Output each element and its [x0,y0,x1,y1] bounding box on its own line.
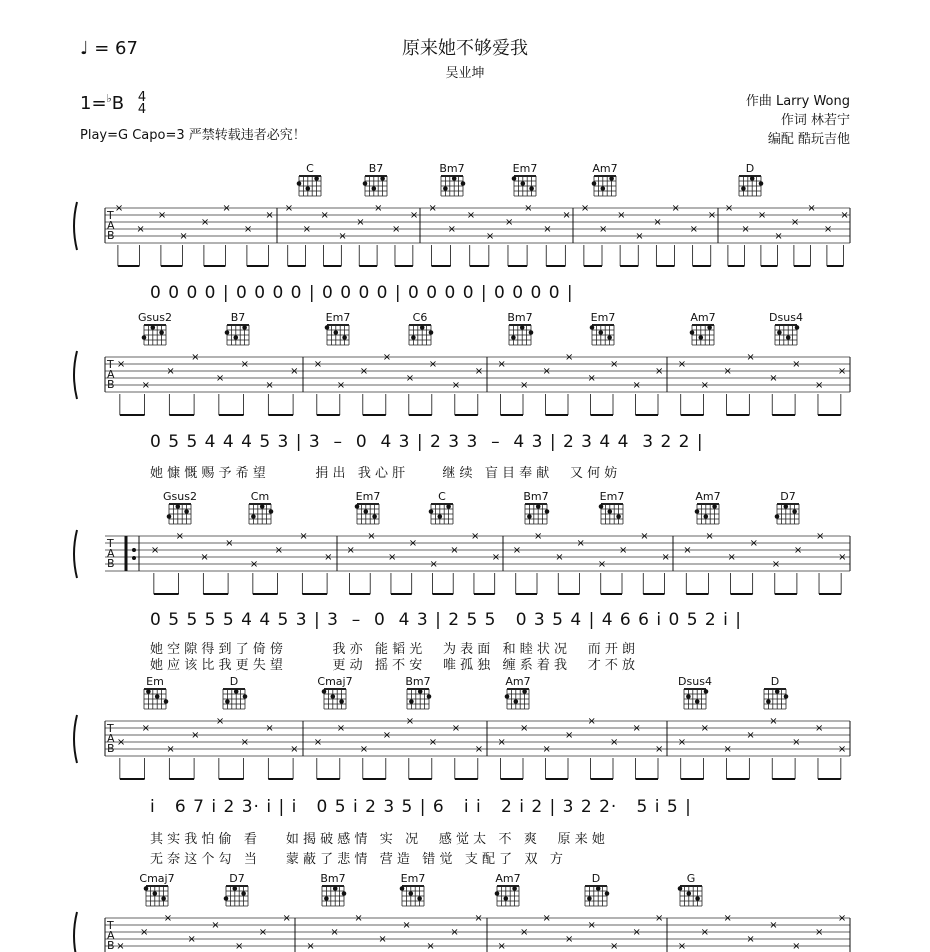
note-x-head: × [451,723,461,734]
note-x-head: × [749,538,759,549]
chord-diagram [764,689,788,709]
note-x-head: × [816,531,825,542]
note-x-head: × [640,531,649,542]
chord-name: Bm7 [439,162,465,175]
chord-diagram [505,689,529,709]
chord-diagram [592,176,616,196]
chord-diagram [224,886,248,906]
note-x-head: × [179,231,188,242]
note-x-head: × [700,380,709,391]
chord-name: Am7 [592,162,618,175]
note-x-head: × [136,224,145,235]
chord-diagram [225,325,249,345]
chord-diagram [167,504,191,524]
chord-diagram [509,325,533,345]
tab-clef-letter: B [107,378,115,391]
note-x-head: × [157,210,167,221]
note-x-head: × [790,217,800,228]
note-x-head: × [619,545,628,556]
chord-diagram [142,325,166,345]
note-x-head: × [542,366,551,377]
chord-diagram [512,176,536,196]
note-x-head: × [378,934,387,945]
note-x-head: × [166,744,175,755]
chord-diagram [400,886,424,906]
chord-name: C [306,162,314,175]
note-x-head: × [222,203,231,214]
note-x-head: × [565,352,574,363]
jianpu-line: 0 5 5 4 4 4 5 3 | 3 – 0 4 3 | 2 3 3 – 4 3 | 2 3 4 4 3 2 2 | [150,432,704,452]
note-x-head: × [474,744,484,755]
note-x-head: × [402,920,411,931]
chord-diagram [441,176,465,196]
note-x-head: × [116,737,126,748]
note-x-head: × [470,531,480,542]
note-x-head: × [727,552,736,563]
chord-name: C6 [412,311,428,324]
note-x-head: × [249,559,259,570]
system-brace [74,530,77,578]
tab-clef-letter: B [107,742,115,755]
note-x-head: × [520,380,529,391]
note-x-head: × [187,934,196,945]
note-x-head: × [466,210,476,221]
note-x-head: × [240,737,249,748]
note-x-head: × [387,552,397,563]
chord-diagram [409,325,433,345]
tab-clef-letter: T [107,919,114,932]
note-x-head: × [485,231,495,242]
note-x-head: × [792,359,801,370]
chord-name: G [686,872,696,885]
chord-name: Em7 [599,490,625,503]
note-x-head: × [632,723,641,734]
chord-name: Em7 [400,872,426,885]
note-x-head: × [474,366,484,377]
chord-name: D [229,675,239,688]
repeat-dot [132,556,136,560]
jianpu-line: i 6 7 i 2 3· i | i 0 5 i 2 3 5 | 6 i i 2 i 2 | 3 2 2· 5 i 5 | [150,797,692,817]
note-x-head: × [290,366,299,377]
tab-clef-letter: B [107,557,115,570]
note-x-head: × [807,203,816,214]
chord-diagram [775,504,799,524]
note-x-head: × [792,737,801,748]
note-x-head: × [512,545,522,556]
chord-name: Dsus4 [678,675,712,688]
chord-name: Bm7 [507,311,533,324]
chord-name: D [745,162,755,175]
note-x-head: × [757,210,767,221]
chord-name: Am7 [495,872,521,885]
note-x-head: × [175,531,184,542]
jianpu-line: 0 5 5 5 5 4 4 5 3 | 3 – 0 4 3 | 2 5 5 0 3 5 4 | 4 6 6 i 0 5 2 i | [150,610,743,630]
system-brace [74,351,77,399]
note-x-head: × [409,210,419,221]
note-x-head: × [282,913,291,924]
note-x-head: × [405,373,415,384]
chord-diagram [249,504,273,524]
note-x-head: × [428,203,437,214]
chord-diagram [363,176,387,196]
chord-diagram [495,886,519,906]
tab-clef-letter: T [107,358,114,371]
note-x-head: × [576,538,585,549]
lyrics-line-1: 其 实 我 怕 偷 看 如 揭 破 感 情 实 况 感 觉 太 不 爽 原 来 她 [150,832,605,847]
note-x-head: × [635,231,644,242]
chord-diagram [599,504,623,524]
chord-diagram [144,689,168,709]
system-brace [74,715,77,763]
note-x-head: × [723,913,732,924]
chord-name: Bm7 [405,675,431,688]
note-x-head: × [683,545,692,556]
note-x-head: × [450,545,459,556]
chord-name: Em7 [355,490,381,503]
tempo-marking: ♩ = 67 [80,38,138,59]
chord-name: Gsus2 [163,490,197,503]
note-x-head: × [215,716,225,727]
note-x-head: × [447,224,456,235]
chord-name: D7 [229,872,245,885]
system-brace [74,202,77,250]
note-x-head: × [562,210,571,221]
note-x-head: × [497,941,506,952]
chord-diagram [678,886,702,906]
tab-clef-letter: A [107,929,115,942]
chord-diagram [322,689,346,709]
tab-clef-letter: T [107,722,114,735]
note-x-head: × [769,373,778,384]
note-x-head: × [163,913,173,924]
tab-clef-letter: T [107,209,114,222]
note-x-head: × [141,723,150,734]
note-x-head: × [632,927,641,938]
note-x-head: × [542,744,551,755]
chord-diagram [407,689,431,709]
note-x-head: × [504,217,514,228]
note-x-head: × [597,559,607,570]
note-x-head: × [391,224,401,235]
note-x-head: × [235,941,244,952]
note-x-head: × [837,366,847,377]
chord-name: Cmaj7 [139,872,175,885]
note-x-head: × [299,531,308,542]
tab-clef-letter: A [107,219,115,232]
repeat-dot [132,548,136,552]
note-x-head: × [724,203,734,214]
chord-diagram [297,176,321,196]
note-x-head: × [225,538,234,549]
note-x-head: × [382,352,392,363]
note-x-head: × [741,224,750,235]
lyrics-line-2: 她 应 该 比 我 更 失 望 更 动 摇 不 安 唯 孤 独 缠 系 着 我 才 不 放 [150,658,635,673]
artist-name: 吴业坤 [445,66,485,81]
note-x-head: × [116,941,125,952]
note-x-head: × [191,352,200,363]
chord-name: D7 [780,490,796,503]
note-x-head: × [320,210,329,221]
note-x-head: × [313,359,323,370]
jianpu-line: 0 0 0 0 | 0 0 0 0 | 0 0 0 0 | 0 0 0 0 | 0 0 0 0 | [150,283,574,303]
note-x-head: × [405,716,415,727]
note-x-head: × [632,380,641,391]
note-x-head: × [356,217,365,228]
note-x-head: × [565,730,574,741]
chord-diagram [775,325,799,345]
note-x-head: × [451,380,461,391]
note-x-head: × [774,231,783,242]
note-x-head: × [290,744,299,755]
chord-diagram [223,689,247,709]
note-x-head: × [114,203,124,214]
chord-diagram [429,504,453,524]
note-x-head: × [140,927,149,938]
note-x-head: × [284,203,294,214]
note-x-head: × [150,545,160,556]
note-x-head: × [746,730,755,741]
chord-name: B7 [230,311,246,324]
play-info: Play=G Capo=3 严禁转载违者必究！ [80,128,306,143]
note-x-head: × [771,559,781,570]
tab-clef-letter: A [107,732,115,745]
note-x-head: × [723,366,732,377]
chord-diagram [525,504,549,524]
note-x-head: × [215,373,225,384]
note-x-head: × [814,380,824,391]
note-x-head: × [610,941,619,952]
chord-name: Em7 [325,311,351,324]
lyrics-line-1: 她 慷 慨 赐 予 希 望 捐 出 我 心 肝 继 续 盲 目 奉 献 又 何 妨 [150,466,618,481]
chord-name: D [770,675,780,688]
chord-name: Gsus2 [138,311,172,324]
note-x-head: × [200,217,210,228]
note-x-head: × [746,934,755,945]
chord-name: Em7 [590,311,616,324]
note-x-head: × [838,552,847,563]
note-x-head: × [408,538,418,549]
note-x-head: × [769,920,778,931]
lyrics-line-1: 她 空 隙 得 到 了 倚 傍 我 亦 能 韬 光 为 表 面 和 睦 状 况 而 开 朗 [150,642,635,657]
chord-name: D [591,872,601,885]
note-x-head: × [274,545,283,556]
chord-name: Cm [250,490,270,503]
note-x-head: × [258,927,268,938]
chord-diagram [585,886,609,906]
tab-clef-letter: B [107,939,115,952]
note-x-head: × [524,203,533,214]
chord-diagram [590,325,614,345]
note-x-head: × [555,552,564,563]
note-x-head: × [671,203,680,214]
note-x-head: × [655,744,664,755]
note-x-head: × [814,927,824,938]
note-x-head: × [534,531,543,542]
chord-name: Am7 [690,311,716,324]
note-x-head: × [837,744,847,755]
song-title: 原来她不够爱我 [402,38,528,59]
note-x-head: × [661,552,670,563]
chord-name: Bm7 [320,872,346,885]
chord-diagram [695,504,719,524]
note-x-head: × [491,552,501,563]
note-x-head: × [565,934,574,945]
note-x-head: × [707,210,717,221]
note-x-head: × [450,927,459,938]
note-x-head: × [359,366,369,377]
chord-diagram [322,886,346,906]
note-x-head: × [677,359,687,370]
note-x-head: × [191,730,200,741]
note-x-head: × [769,716,778,727]
composer: 作曲 Larry Wong [745,94,850,109]
note-x-head: × [243,224,253,235]
note-x-head: × [497,737,506,748]
chord-diagram [144,886,168,906]
note-x-head: × [359,744,369,755]
note-x-head: × [265,380,274,391]
note-x-head: × [677,941,687,952]
note-x-head: × [587,920,596,931]
note-x-head: × [324,552,333,563]
note-x-head: × [240,359,249,370]
chord-name: Em7 [512,162,538,175]
note-x-head: × [723,744,732,755]
tab-clef-letter: A [107,368,115,381]
note-x-head: × [700,927,709,938]
note-x-head: × [814,723,824,734]
note-x-head: × [426,941,435,952]
note-x-head: × [428,359,438,370]
lyricist: 作词 林若宁 [780,113,850,128]
note-x-head: × [705,531,714,542]
quarter-note-icon: ♩ [80,38,89,59]
note-x-head: × [306,941,315,952]
note-x-head: × [587,373,596,384]
note-x-head: × [200,552,209,563]
note-x-head: × [265,723,274,734]
note-x-head: × [610,737,619,748]
note-x-head: × [116,359,126,370]
note-x-head: × [655,913,664,924]
note-x-head: × [677,737,687,748]
chord-diagram [325,325,349,345]
note-x-head: × [689,224,699,235]
note-x-head: × [746,352,755,363]
chord-name: Bm7 [523,490,549,503]
chord-name: B7 [368,162,384,175]
note-x-head: × [474,913,483,924]
note-x-head: × [497,359,506,370]
chord-diagram [690,325,714,345]
note-x-head: × [166,366,175,377]
note-x-head: × [580,203,590,214]
note-x-head: × [599,224,608,235]
note-x-head: × [543,224,552,235]
note-x-head: × [840,210,849,221]
chord-diagram [684,689,708,709]
note-x-head: × [587,716,596,727]
chord-name: Dsus4 [769,311,803,324]
note-x-head: × [265,210,274,221]
note-x-head: × [653,217,662,228]
note-x-head: × [302,224,311,235]
note-x-head: × [313,737,323,748]
note-x-head: × [141,380,150,391]
note-x-head: × [336,723,346,734]
chord-name: Em [146,675,164,688]
lyrics-line-2: 无 奈 这 个 勾 当 蒙 蔽 了 悲 情 营 造 错 觉 支 配 了 双 方 [150,852,563,867]
chord-name: Cmaj7 [317,675,353,688]
note-x-head: × [338,231,347,242]
flat-icon: ♭ [106,92,112,105]
chord-diagram [739,176,763,196]
note-x-head: × [429,559,438,570]
chord-name: Am7 [505,675,531,688]
note-x-head: × [542,913,551,924]
note-x-head: × [655,366,664,377]
note-x-head: × [336,380,346,391]
note-x-head: × [610,359,619,370]
note-x-head: × [823,224,833,235]
tab-clef-letter: T [107,537,114,550]
note-x-head: × [382,730,392,741]
note-x-head: × [330,927,339,938]
key-signature: 1=♭B 4 4 [80,90,147,117]
note-x-head: × [792,941,801,952]
time-signature: 4 4 [137,90,147,117]
chord-name: C [438,490,446,503]
note-x-head: × [354,913,363,924]
note-x-head: × [520,723,529,734]
note-x-head: × [374,203,383,214]
note-x-head: × [367,531,376,542]
note-x-head: × [617,210,626,221]
tab-clef-letter: A [107,547,115,560]
note-x-head: × [346,545,355,556]
tab-clef-letter: B [107,229,115,242]
system-brace [74,912,77,952]
note-x-head: × [837,913,847,924]
note-x-head: × [428,737,438,748]
note-x-head: × [211,920,220,931]
arranger: 编配 酷玩吉他 [767,132,850,147]
note-x-head: × [520,927,529,938]
chord-diagram [355,504,379,524]
note-x-head: × [793,545,803,556]
chord-name: Am7 [695,490,721,503]
note-x-head: × [700,723,709,734]
